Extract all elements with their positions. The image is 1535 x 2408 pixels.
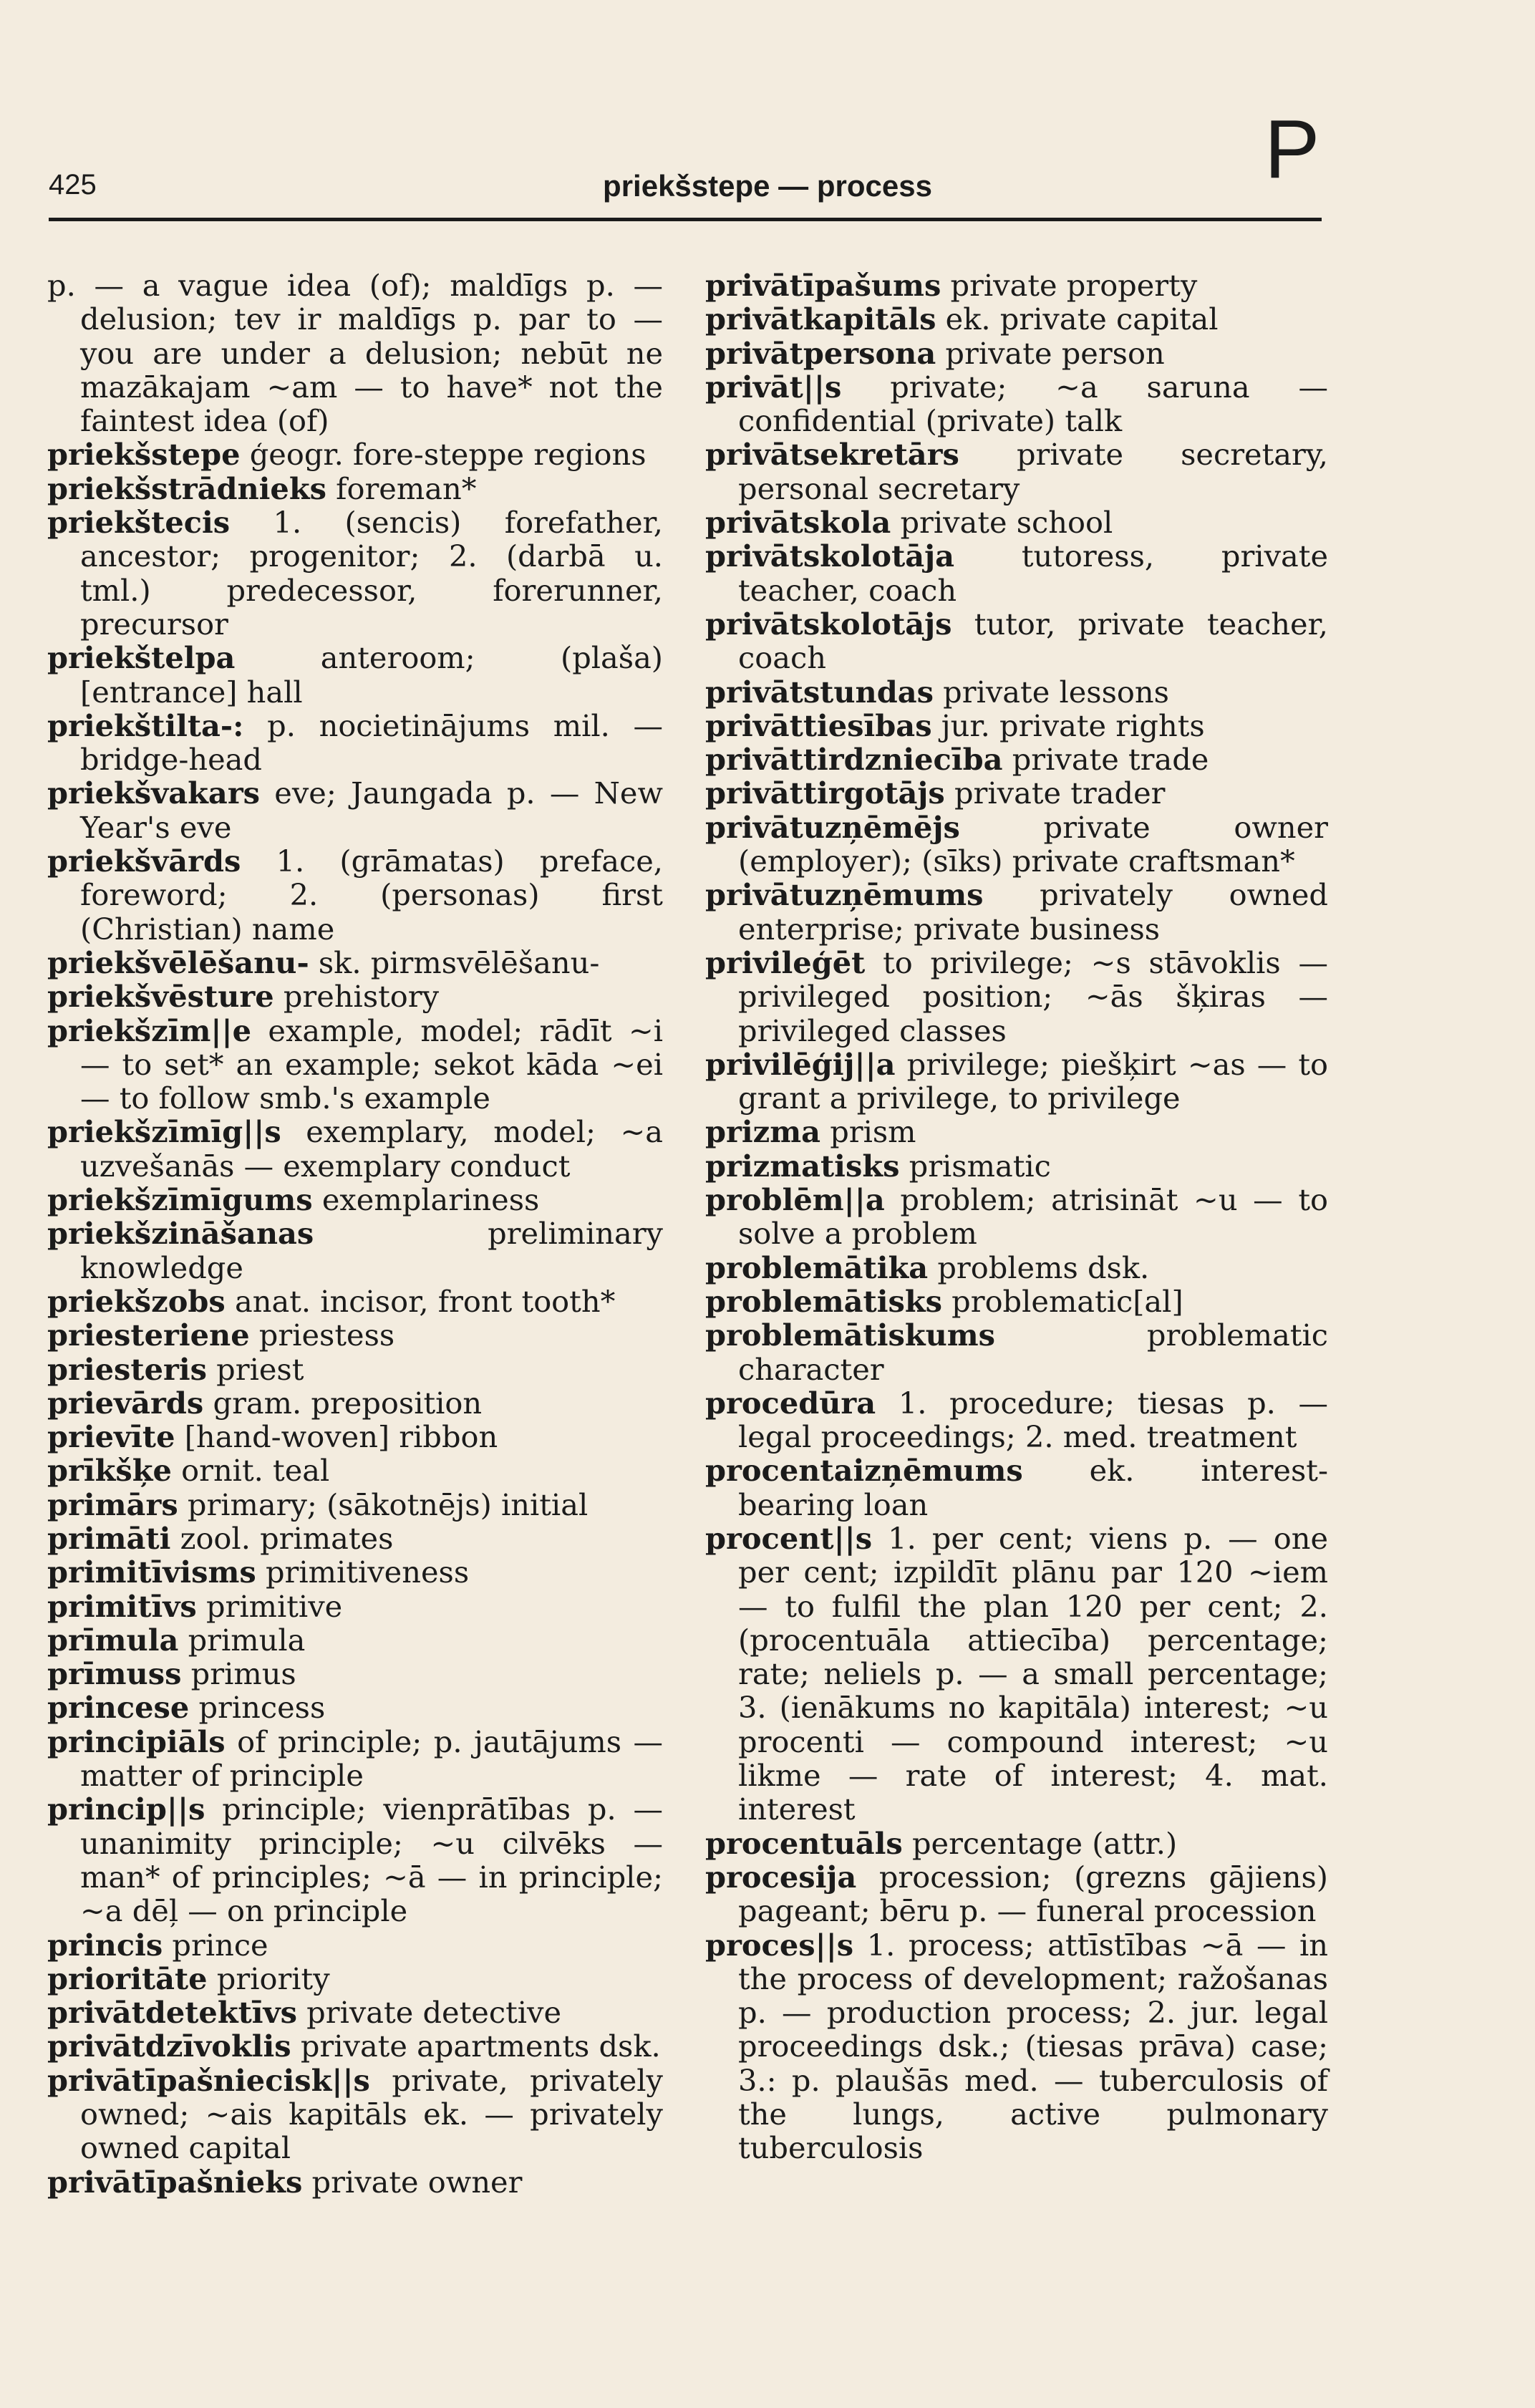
entry-definition: primula xyxy=(178,1622,306,1658)
entry-definition: priority xyxy=(207,1960,330,1996)
entry-definition: tutor, private teacher, coach xyxy=(738,606,1328,676)
dictionary-entry xyxy=(47,1962,663,1996)
dictionary-entry xyxy=(705,1522,1328,1827)
dictionary-entry xyxy=(47,2064,663,2165)
page-number: 425 xyxy=(49,169,97,200)
dictionary-entry xyxy=(47,1590,663,1623)
dictionary-entry xyxy=(705,1318,1328,1386)
dictionary-entry xyxy=(705,302,1328,336)
dictionary-entry xyxy=(47,1318,663,1352)
entry-definition: private detective xyxy=(296,1995,562,2031)
dictionary-entry xyxy=(705,539,1328,607)
dictionary-entry xyxy=(47,1996,663,2029)
dictionary-entry xyxy=(47,1420,663,1454)
entry-definition: preliminary knowledge xyxy=(80,1216,663,1285)
left-column xyxy=(47,269,663,2199)
entry-headword: priekšvakars xyxy=(47,775,261,811)
dictionary-entry xyxy=(47,2165,663,2199)
entry-headword: priesteris xyxy=(47,1351,207,1387)
entry-definition: example, model; rādīt ~i — to set* an example; sekot kāda ~ei — to follow smb.'s example xyxy=(80,1012,663,1116)
entry-definition: primary; (sākotnējs) initial xyxy=(178,1486,589,1522)
entry-definition: private person xyxy=(936,335,1165,371)
dictionary-entry xyxy=(705,946,1328,1048)
dictionary-entry xyxy=(47,1014,663,1116)
entry-headword: problemātika xyxy=(705,1249,929,1285)
entry-headword: priekšvārds xyxy=(47,843,241,879)
entry-headword: priekšzināšanas xyxy=(47,1216,314,1252)
entry-definition: problems dsk. xyxy=(928,1249,1150,1285)
entry-headword: privāttiesības xyxy=(705,707,932,743)
entry-definition: problem; atrisināt ~u — to solve a problem xyxy=(738,1182,1328,1252)
entry-headword: privilēģij||a xyxy=(705,1046,896,1082)
entry-definition: privilege; piešķirt ~as — to grant a privilege, to privilege xyxy=(738,1046,1328,1116)
entry-definition: to privilege; ~s stāvoklis — privileged position; ~ās šķiras — privileged classes xyxy=(738,944,1328,1048)
entry-definition: 1. (grāmatas) preface, foreword; 2. (personas) first (Christian) name xyxy=(80,843,663,947)
entry-definition: ornit. teal xyxy=(171,1453,330,1489)
dictionary-entry xyxy=(705,1454,1328,1522)
entry-definition: principle; vienprātības p. — unanimity principle; ~u cilvēks — man* of principles; ~ā — in principle; ~a dēļ — on principle xyxy=(80,1792,663,1929)
entry-headword: prīmuss xyxy=(47,1656,182,1692)
entry-definition: priestess xyxy=(249,1317,395,1353)
entry-headword: prīmula xyxy=(47,1622,179,1658)
entry-headword: procesija xyxy=(705,1859,857,1895)
entry-headword: priekšzīmīg||s xyxy=(47,1114,281,1150)
entry-headword: proces||s xyxy=(705,1927,854,1963)
dictionary-entry xyxy=(705,269,1328,302)
entry-definition: primitiveness xyxy=(256,1554,470,1590)
dictionary-entry xyxy=(47,269,663,437)
entry-definition: ek. interest-bearing loan xyxy=(738,1453,1328,1522)
entry-definition: zool. primates xyxy=(170,1520,394,1556)
dictionary-entry xyxy=(705,675,1328,709)
entry-definition: problematic character xyxy=(738,1317,1328,1387)
right-column xyxy=(705,269,1328,2165)
section-letter: P xyxy=(1264,102,1320,195)
entry-definition: 1. (sencis) forefather, ancestor; progenitor; 2. (darbā u. tml.) predecessor, forerunner, precursor xyxy=(80,505,663,642)
dictionary-entry xyxy=(47,1657,663,1691)
dictionary-entry xyxy=(47,1725,663,1793)
dictionary-entry xyxy=(705,1285,1328,1318)
entry-headword: privātsekretārs xyxy=(705,437,959,473)
dictionary-entry xyxy=(705,878,1328,946)
entry-headword: privātskola xyxy=(705,505,891,541)
entry-definition: 1. per cent; viens p. — one per cent; izpildīt plānu par 120 ~iem — to fulfil the plan 120 per cent; 2. (procentuāla attiecība) percentage; rate; neliels p. — a small percentage; 3. (ienākums no kapitāla) interest; ~u procenti — compound interest; ~u likme — rate of interest; 4. mat. interest xyxy=(738,1520,1328,1827)
dictionary-entry xyxy=(47,472,663,506)
entry-headword: primitīvisms xyxy=(47,1554,256,1590)
dictionary-entry xyxy=(705,437,1328,506)
entry-headword: privātstundas xyxy=(705,674,934,710)
entry-definition: anteroom; (plaša) [entrance] hall xyxy=(80,640,663,710)
entry-headword: princis xyxy=(47,1927,163,1963)
dictionary-entry xyxy=(47,1691,663,1724)
entry-definition: gram. preposition xyxy=(203,1385,483,1421)
entry-headword: prizmatisks xyxy=(705,1148,900,1184)
dictionary-entry xyxy=(47,1217,663,1285)
entry-definition: anat. incisor, front tooth* xyxy=(225,1283,616,1319)
entry-definition: problematic[al] xyxy=(941,1283,1183,1319)
dictionary-entry xyxy=(47,980,663,1013)
entry-headword: prievīte xyxy=(47,1419,175,1455)
dictionary-entry xyxy=(705,811,1328,879)
entry-definition: princess xyxy=(189,1690,326,1726)
dictionary-entry xyxy=(47,1285,663,1318)
entry-headword: privātīpašniecisk||s xyxy=(47,2062,370,2098)
entry-definition: ek. private capital xyxy=(936,301,1219,337)
entry-definition: 1. procedure; tiesas p. — legal proceedings; 2. med. treatment xyxy=(738,1385,1328,1455)
entry-headword: problemātisks xyxy=(705,1283,942,1319)
entry-headword: priekšzīm||e xyxy=(47,1012,252,1048)
entry-headword: prīkšķe xyxy=(47,1453,172,1489)
dictionary-entry xyxy=(47,1623,663,1657)
entry-headword: priekštecis xyxy=(47,505,231,541)
dictionary-entry xyxy=(705,506,1328,539)
entry-definition: percentage (attr.) xyxy=(902,1825,1178,1861)
entry-definition: exemplary, model; ~a uzvešanās — exemplary conduct xyxy=(80,1114,663,1184)
dictionary-entry xyxy=(705,1827,1328,1860)
entry-headword: princese xyxy=(47,1690,190,1726)
entry-headword: priekšvēsture xyxy=(47,979,274,1015)
entry-headword: priekštelpa xyxy=(47,640,236,676)
dictionary-entry xyxy=(47,1454,663,1487)
entry-definition: 1. process; attīstības ~ā — in the process of development; ražošanas p. — production process; 2. jur. legal proceedings dsk.; (tiesas prāva) case; 3.: p. plaušās med. — tuberculosis of the lungs, active pulmonary tuberculosis xyxy=(738,1927,1328,2166)
entry-definition: primitive xyxy=(196,1588,343,1624)
dictionary-entry xyxy=(47,641,663,709)
entry-headword: privātkapitāls xyxy=(705,301,936,337)
entry-headword: prizma xyxy=(705,1114,821,1150)
entry-definition: jur. private rights xyxy=(931,707,1205,743)
entry-headword: principiāls xyxy=(47,1723,226,1759)
dictionary-entry xyxy=(705,1048,1328,1116)
entry-headword: priekštilta-: xyxy=(47,707,244,743)
dictionary-entry xyxy=(705,1149,1328,1183)
entry-definition: prism xyxy=(820,1114,916,1150)
entry-definition: private school xyxy=(891,505,1113,541)
entry-headword: privātuzņēmums xyxy=(705,877,984,913)
dictionary-entry xyxy=(705,1183,1328,1251)
entry-headword: procedūra xyxy=(705,1385,876,1421)
entry-headword: problemātiskums xyxy=(705,1317,996,1353)
entry-definition: private, privately owned; ~ais kapitāls ek. — privately owned capital xyxy=(80,2062,663,2166)
entry-headword: privātīpašums xyxy=(705,268,941,303)
header-rule xyxy=(49,218,1322,221)
entry-headword: princip||s xyxy=(47,1792,205,1827)
entry-definition: private property xyxy=(941,268,1198,303)
entry-definition: ģeogr. fore-steppe regions xyxy=(240,437,647,473)
entry-definition: private lessons xyxy=(933,674,1169,710)
entry-definition: eve; Jaungada p. — New Year's eve xyxy=(80,775,663,845)
entry-headword: procentuāls xyxy=(705,1825,903,1861)
entry-headword: primārs xyxy=(47,1486,178,1522)
dictionary-entry xyxy=(705,1928,1328,2165)
entry-headword: privātīpašnieks xyxy=(47,2164,303,2200)
dictionary-entry xyxy=(705,370,1328,438)
dictionary-entry xyxy=(47,844,663,946)
dictionary-entry xyxy=(47,1792,663,1928)
entry-headword: priesteriene xyxy=(47,1317,250,1353)
dictionary-entry xyxy=(705,1115,1328,1149)
entry-definition: privately owned enterprise; private business xyxy=(738,877,1328,947)
entry-definition: private owner xyxy=(302,2164,523,2200)
entry-definition: private apartments dsk. xyxy=(291,2029,661,2064)
entry-definition: p. — a vague idea (of); maldīgs p. — delusion; tev ir maldīgs p. par to — you are under a delusion; nebūt ne mazākajam ~am — to have* not the faintest idea (of) xyxy=(47,268,663,439)
dictionary-entry xyxy=(705,709,1328,743)
entry-headword: privātskolotājs xyxy=(705,606,952,642)
entry-definition: procession; (grezns gājiens) pageant; bēru p. — funeral procession xyxy=(738,1859,1328,1929)
entry-definition: of principle; p. jautājums — matter of principle xyxy=(80,1723,663,1794)
entry-definition: primus xyxy=(181,1656,296,1692)
dictionary-entry xyxy=(47,1555,663,1589)
entry-definition: private trader xyxy=(944,775,1166,811)
entry-definition: private; ~a saruna — confidential (private) talk xyxy=(738,369,1328,439)
entry-headword: prioritāte xyxy=(47,1960,208,1996)
entry-definition: prismatic xyxy=(899,1148,1051,1184)
dictionary-entry xyxy=(47,1183,663,1217)
dictionary-entry xyxy=(47,2029,663,2063)
entry-headword: priekšzīmīgums xyxy=(47,1182,313,1218)
dictionary-entry xyxy=(47,1115,663,1183)
entry-definition: sk. pirmsvēlēšanu- xyxy=(309,944,600,980)
entry-definition: private trade xyxy=(1002,742,1209,778)
entry-headword: procent||s xyxy=(705,1520,873,1556)
entry-definition: priest xyxy=(206,1351,304,1387)
entry-headword: priekšstepe xyxy=(47,437,241,473)
entry-headword: prievārds xyxy=(47,1385,204,1421)
dictionary-entry xyxy=(47,1928,663,1962)
dictionary-entry xyxy=(705,607,1328,675)
entry-headword: priekšzobs xyxy=(47,1283,226,1319)
entry-definition: prince xyxy=(163,1927,268,1963)
dictionary-entry xyxy=(47,709,663,777)
entry-headword: privātdetektīvs xyxy=(47,1995,297,2031)
dictionary-entry xyxy=(705,337,1328,370)
entry-headword: privātskolotāja xyxy=(705,538,955,574)
entry-headword: privātdzīvoklis xyxy=(47,2029,291,2064)
entry-definition: foreman* xyxy=(326,470,477,506)
entry-definition: [hand-woven] ribbon xyxy=(175,1419,498,1455)
dictionary-entry xyxy=(47,946,663,980)
dictionary-entry xyxy=(705,1251,1328,1285)
entry-definition: prehistory xyxy=(273,979,440,1015)
dictionary-entry xyxy=(705,776,1328,810)
dictionary-entry xyxy=(47,437,663,471)
entry-headword: privātuzņēmējs xyxy=(705,809,960,845)
entry-headword: privāttirgotājs xyxy=(705,775,945,811)
dictionary-entry xyxy=(47,1353,663,1386)
entry-definition: private secretary, personal secretary xyxy=(738,437,1328,506)
dictionary-entry xyxy=(47,506,663,641)
entry-headword: priekšvēlēšanu- xyxy=(47,944,309,980)
entry-headword: privāt||s xyxy=(705,369,842,405)
running-head: priekšstepe — process xyxy=(603,169,932,203)
entry-headword: privileģēt xyxy=(705,944,866,980)
entry-definition: private owner (employer); (sīks) private craftsman* xyxy=(738,809,1328,879)
dictionary-entry xyxy=(47,1386,663,1420)
entry-headword: privātpersona xyxy=(705,335,936,371)
entry-headword: procentaizņēmums xyxy=(705,1453,1023,1489)
entry-headword: priekšstrādnieks xyxy=(47,470,326,506)
dictionary-entry xyxy=(705,1386,1328,1454)
dictionary-entry xyxy=(705,1860,1328,1928)
dictionary-entry xyxy=(705,743,1328,776)
entry-headword: problēm||a xyxy=(705,1182,885,1218)
entry-headword: primāti xyxy=(47,1520,171,1556)
dictionary-entry xyxy=(47,1522,663,1555)
entry-definition: tutoress, private teacher, coach xyxy=(738,538,1328,608)
dictionary-entry xyxy=(47,1488,663,1522)
dictionary-entry xyxy=(47,776,663,844)
entry-definition: p. nocietinājums mil. — bridge-head xyxy=(80,707,663,778)
entry-headword: primitīvs xyxy=(47,1588,197,1624)
entry-definition: exemplariness xyxy=(312,1182,540,1218)
entry-headword: privāttirdzniecība xyxy=(705,742,1003,778)
